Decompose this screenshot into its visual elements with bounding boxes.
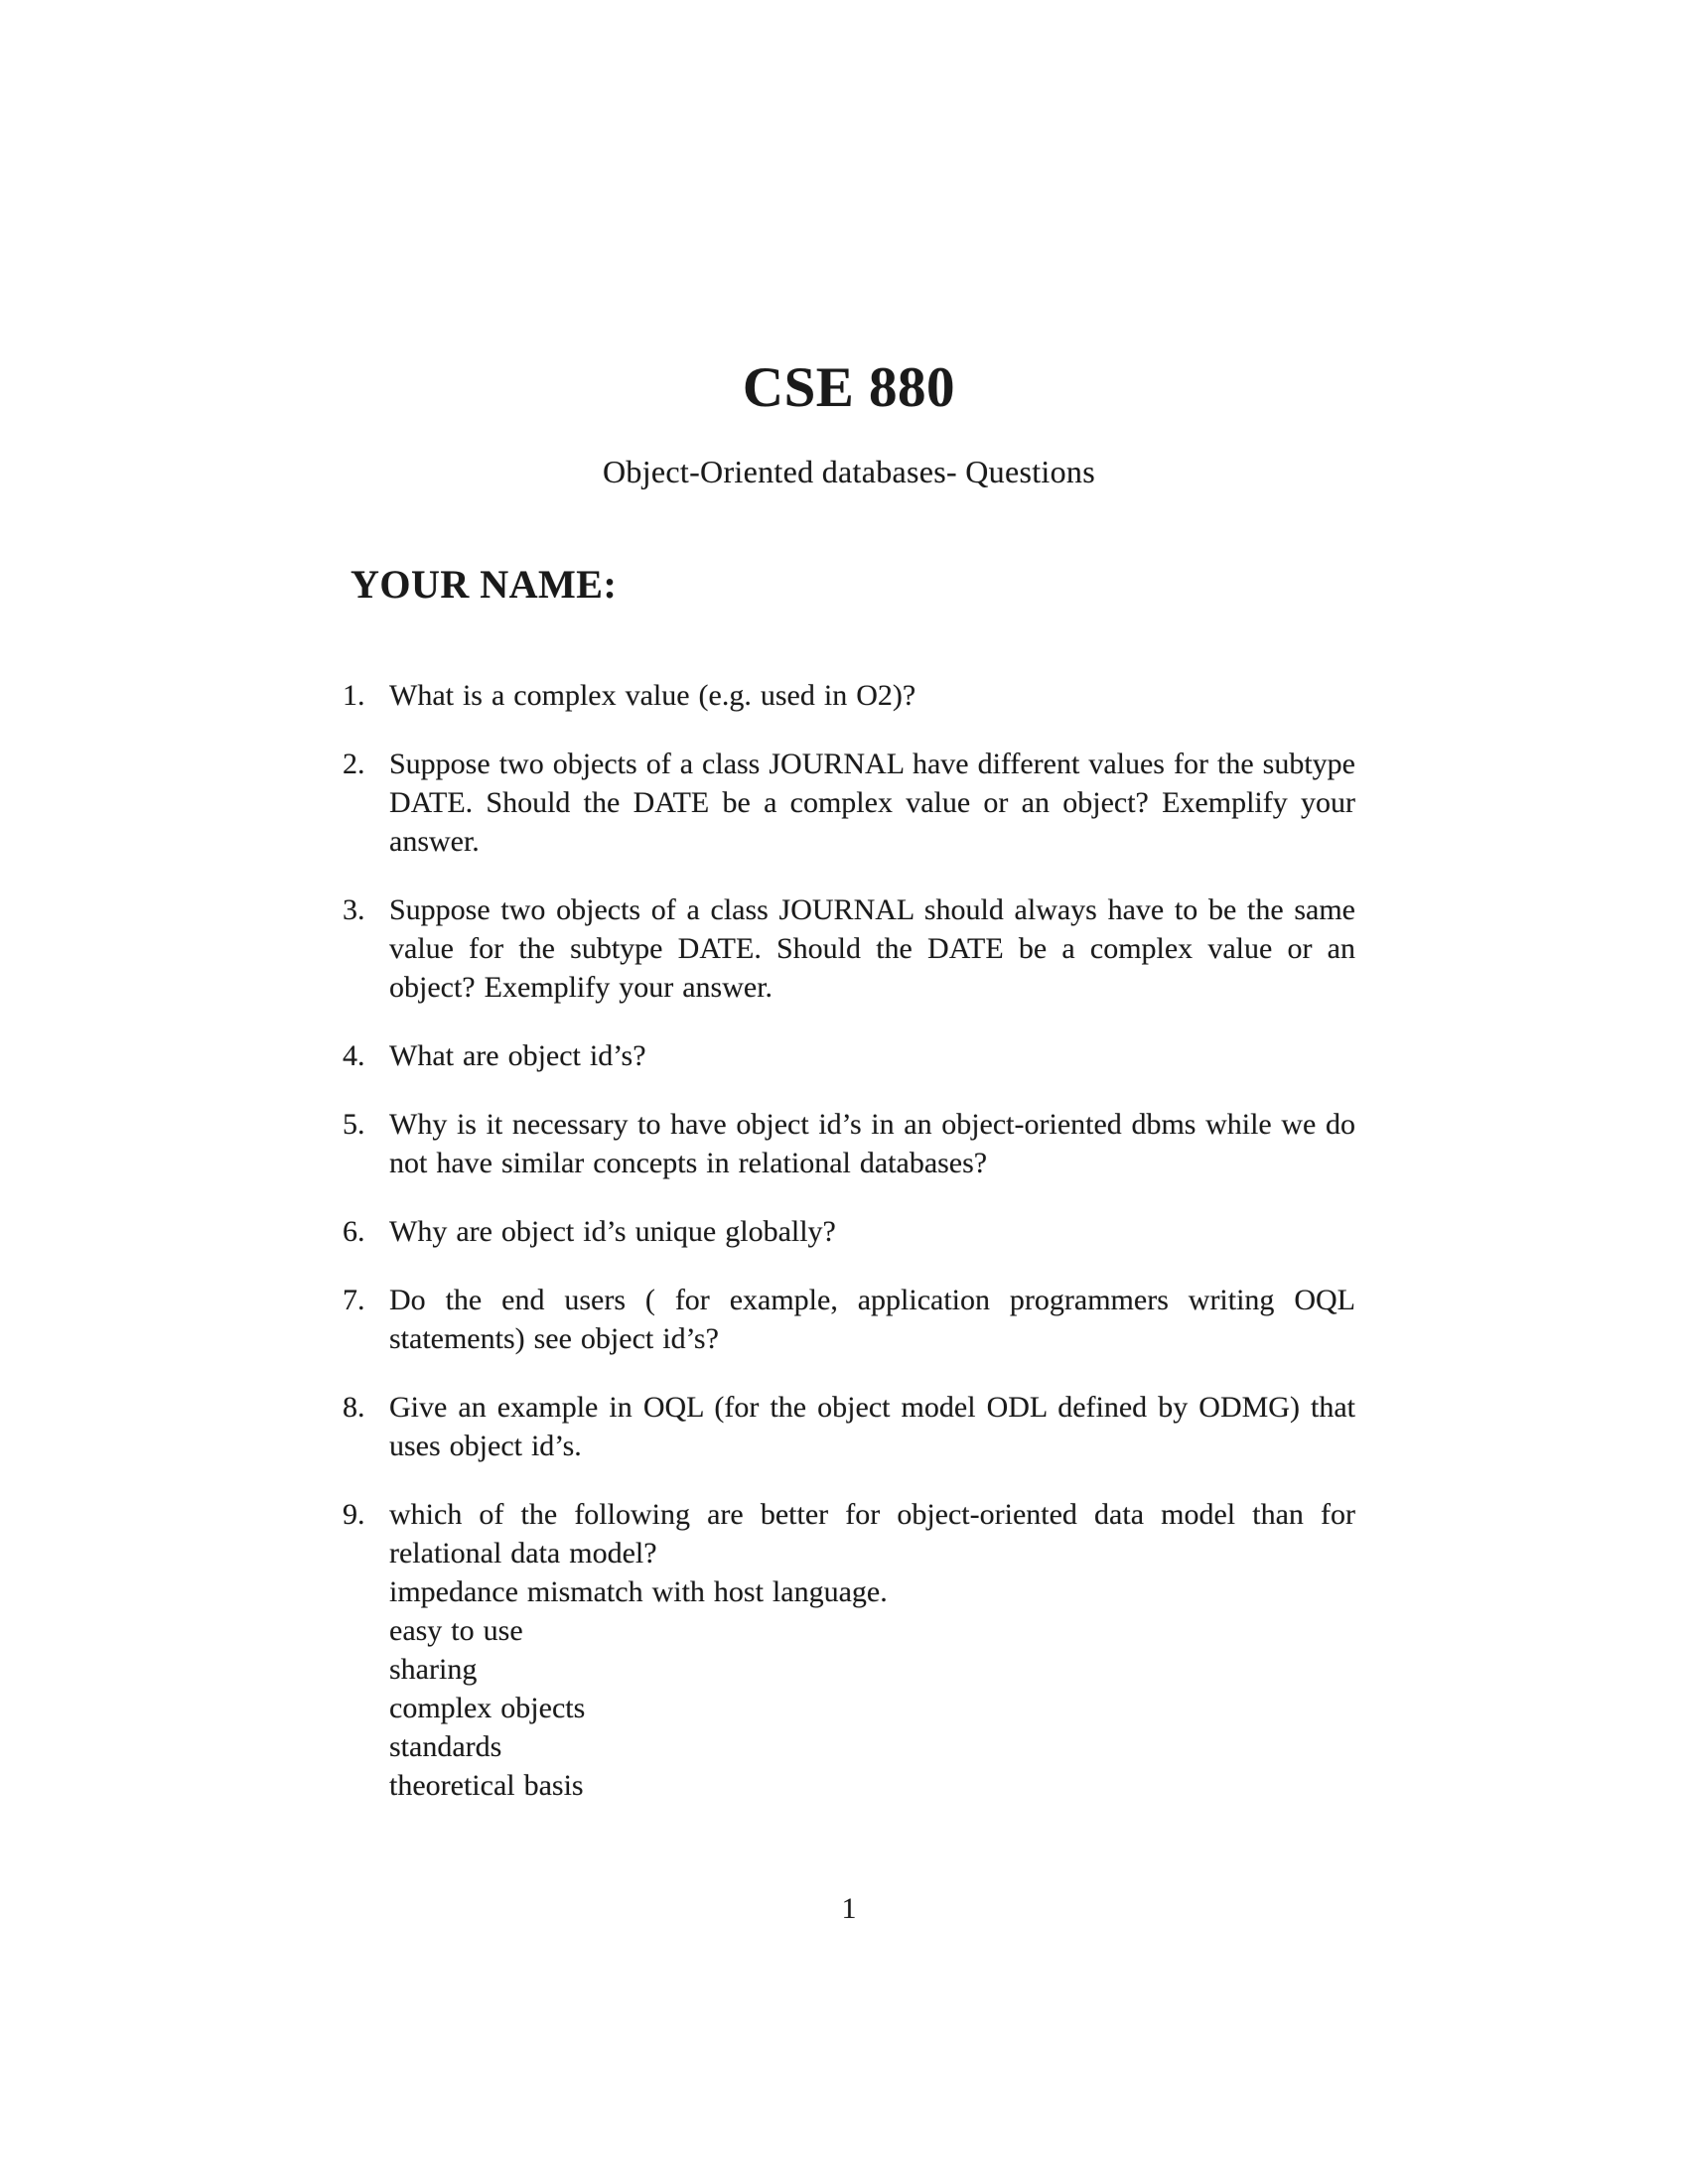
question-item <box>343 890 1355 1007</box>
question-text: Why are object id’s unique globally? <box>389 1215 836 1248</box>
question-item <box>343 1036 1355 1075</box>
question-option-line: easy to use <box>389 1614 523 1647</box>
page-number: 1 <box>841 1892 857 1925</box>
question-body <box>389 676 1355 715</box>
question-text: Suppose two objects of a class JOURNAL should always have to be the same value for the subtype DATE. Should the DATE be a complex value or an object? Exemplify your answer. <box>389 893 1355 1004</box>
question-number: 1. <box>343 679 365 712</box>
document-subtitle: Object-Oriented databases- Questions <box>603 454 1095 489</box>
question-text: Do the end users ( for example, application programmers writing OQL statements) see object id’s? <box>389 1284 1355 1355</box>
question-option-line: sharing <box>389 1653 478 1686</box>
question-body <box>389 1036 1355 1075</box>
question-item <box>343 676 1355 715</box>
question-item <box>343 1388 1355 1465</box>
question-number: 5. <box>343 1108 365 1141</box>
question-text: which of the following are better for object-oriented data model than for relational data model? <box>389 1498 1355 1570</box>
question-body <box>389 890 1355 1007</box>
question-body <box>389 745 1355 861</box>
question-option-line: standards <box>389 1730 502 1763</box>
question-number: 8. <box>343 1391 365 1424</box>
question-item <box>343 1212 1355 1251</box>
question-text: Give an example in OQL (for the object model ODL defined by ODMG) that uses object id’s. <box>389 1391 1355 1462</box>
question-number: 4. <box>343 1039 365 1072</box>
question-body <box>389 1105 1355 1182</box>
question-item <box>343 1105 1355 1182</box>
question-option-line: complex objects <box>389 1692 586 1724</box>
question-text: What is a complex value (e.g. used in O2)? <box>389 679 916 712</box>
course-title: CSE 880 <box>742 356 956 419</box>
question-option-line: impedance mismatch with host language. <box>389 1575 888 1608</box>
question-number: 6. <box>343 1215 365 1248</box>
question-body <box>389 1281 1355 1358</box>
your-name-label: YOUR NAME: <box>351 562 618 607</box>
question-body <box>389 1495 1355 1805</box>
question-number: 9. <box>343 1498 365 1531</box>
question-list <box>343 676 1355 1805</box>
question-item <box>343 1281 1355 1358</box>
question-options <box>389 1572 1355 1805</box>
question-item <box>343 745 1355 861</box>
question-item <box>343 1495 1355 1805</box>
question-number: 3. <box>343 893 365 926</box>
question-number: 7. <box>343 1284 365 1316</box>
question-text: Suppose two objects of a class JOURNAL have different values for the subtype DATE. Should the DATE be a complex value or an object? Exemplify your answer. <box>389 748 1355 858</box>
question-text: Why is it necessary to have object id’s in an object-oriented dbms while we do not have similar concepts in relational databases? <box>389 1108 1355 1179</box>
question-option-line: theoretical basis <box>389 1769 584 1802</box>
question-number: 2. <box>343 748 365 780</box>
question-text: What are object id’s? <box>389 1039 646 1072</box>
question-body <box>389 1388 1355 1465</box>
question-body <box>389 1212 1355 1251</box>
